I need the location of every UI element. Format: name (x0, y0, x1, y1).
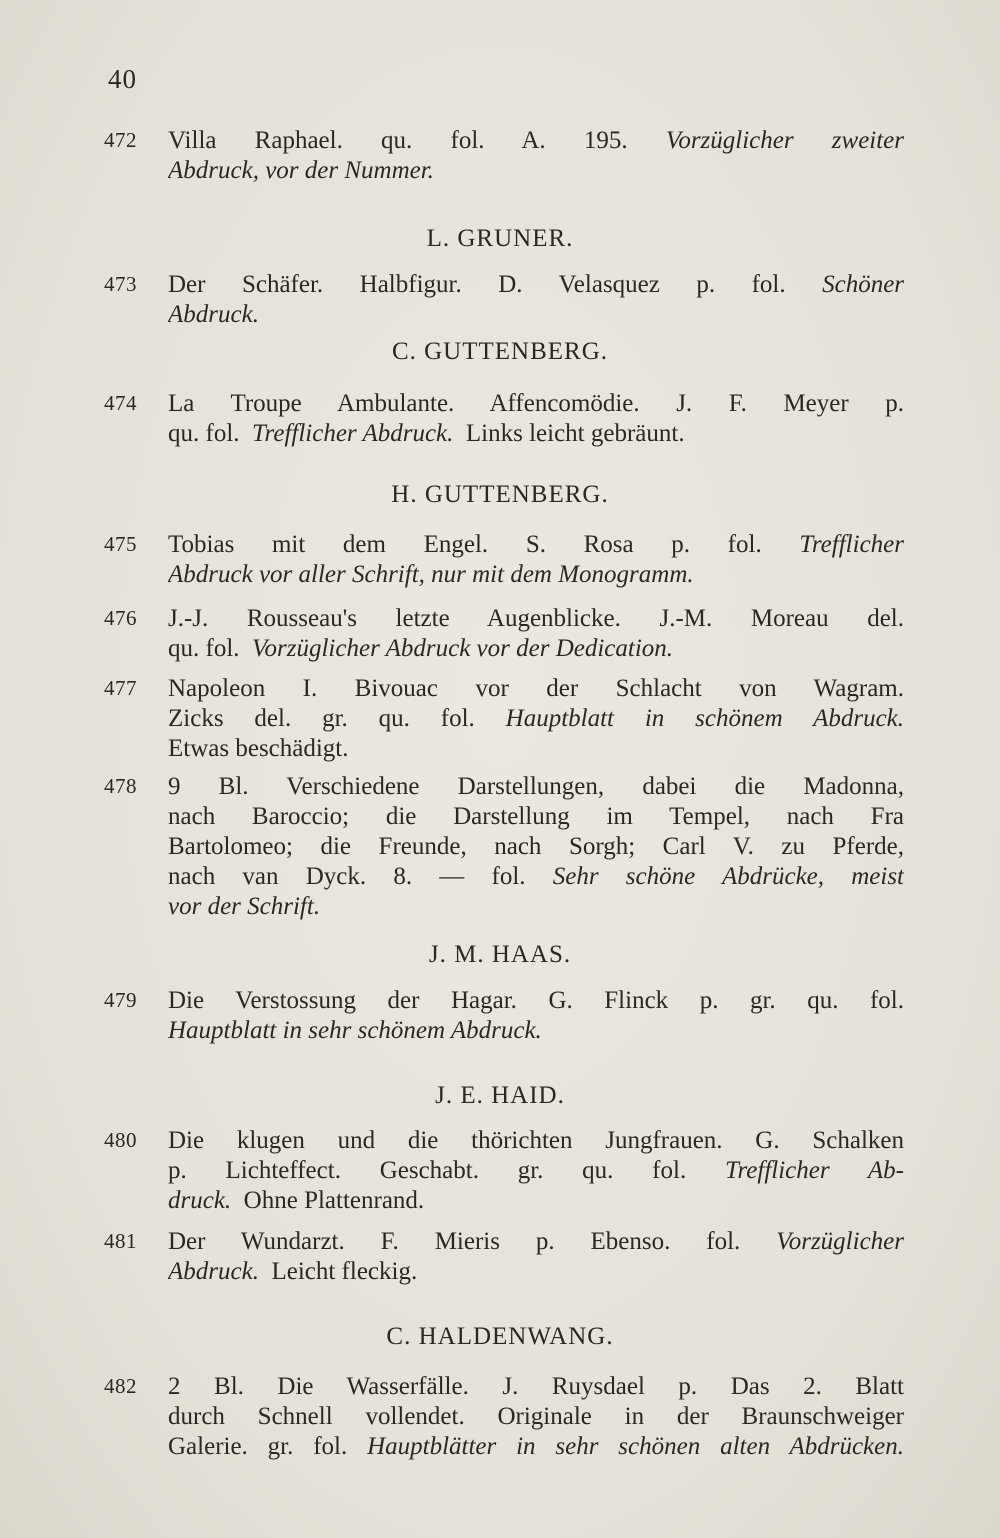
entry-number: 481 (104, 1229, 137, 1253)
entry-text: qu. fol. (168, 420, 240, 447)
entry-text: p. Lichteffect. Geschabt. gr. qu. fol. (168, 1157, 687, 1184)
entry-line (168, 1126, 904, 1155)
entry-text: Links leicht gebräunt. (465, 420, 685, 447)
entry-remark: Abdruck vor aller Schrift, nur mit dem Monogramm. (168, 561, 694, 588)
entry-text: Ohne Plattenrand. (243, 1187, 425, 1214)
section-heading-h-guttenberg: H. GUTTENBERG. (391, 481, 609, 508)
entry-remark: Trefflicher (799, 531, 904, 558)
entry-line (168, 419, 904, 448)
entry-text: Die klugen und die thörichten Jungfrauen. G. Schalken (168, 1127, 904, 1154)
entry-remark: Abdruck. (168, 1258, 259, 1285)
entry-line (168, 862, 904, 891)
entry-line (168, 1156, 904, 1185)
entry-line (168, 389, 904, 418)
entry-text: 2 Bl. Die Wasserfälle. J. Ruysdael p. Das 2. Blatt (168, 1373, 904, 1400)
section-heading-c-guttenberg: C. GUTTENBERG. (391, 338, 609, 365)
entry-line (168, 802, 904, 831)
entry-number: 476 (104, 606, 137, 630)
entry-line (168, 560, 904, 589)
entry-text: J.-J. Rousseau's letzte Augenblicke. J.-M. Moreau del. (168, 605, 904, 632)
entry-remark: Hauptblätter in sehr schönen alten Abdrücken. (367, 1433, 904, 1460)
entry-line (168, 156, 904, 185)
entry-remark: Vorzüglicher zweiter (665, 127, 904, 154)
entry-line (168, 1186, 904, 1215)
entry-text: Zicks del. gr. qu. fol. (168, 705, 475, 732)
entry-line (168, 270, 904, 299)
entry-remark: Vorzüglicher (776, 1228, 904, 1255)
entry-line (168, 300, 904, 329)
entry-text: Etwas beschädigt. (168, 735, 349, 762)
entry-line (168, 892, 904, 921)
entry-text: Bartolomeo; die Freunde, nach Sorgh; Carl V. zu Pferde, (168, 833, 904, 860)
entry-line (168, 734, 904, 763)
section-heading-gruner: L. GRUNER. (426, 225, 574, 252)
entry-line (168, 1227, 904, 1256)
page-number: 40 (108, 64, 137, 94)
entry-line (168, 530, 904, 559)
entry-line (168, 1372, 904, 1401)
entry-text: qu. fol. (168, 635, 240, 662)
entry-number: 473 (104, 272, 137, 296)
entry-text: Der Wundarzt. F. Mieris p. Ebenso. fol. (168, 1228, 741, 1255)
entry-number: 477 (104, 676, 137, 700)
entry-remark: Trefflicher Abdruck. (252, 420, 454, 447)
entry-number: 482 (104, 1374, 137, 1398)
entry-line (168, 604, 904, 633)
entry-line (168, 634, 904, 663)
entry-text: Tobias mit dem Engel. S. Rosa p. fol. (168, 531, 762, 558)
entry-text: Die Verstossung der Hagar. G. Flinck p. gr. qu. fol. (168, 987, 904, 1014)
entry-remark: Hauptblatt in sehr schönem Abdruck. (168, 1017, 542, 1044)
entry-remark: Abdruck. (168, 301, 259, 328)
entry-text: Galerie. gr. fol. (168, 1433, 348, 1460)
entry-text: Villa Raphael. qu. fol. A. 195. (168, 127, 628, 154)
entry-remark: Trefflicher Ab- (724, 1157, 904, 1184)
entry-number: 472 (104, 128, 137, 152)
entry-text: Leicht fleckig. (271, 1258, 418, 1285)
entry-remark: Abdruck, vor der Nummer. (168, 157, 434, 184)
entry-number: 475 (104, 532, 137, 556)
entry-text: Napoleon I. Bivouac vor der Schlacht von Wagram. (168, 675, 904, 702)
entry-remark: Schöner (822, 271, 904, 298)
entry-remark: vor der Schrift. (168, 893, 321, 920)
entry-number: 474 (104, 391, 137, 415)
entry-text: Der Schäfer. Halbfigur. D. Velasquez p. fol. (168, 271, 786, 298)
entry-line (168, 1432, 904, 1461)
entry-line (168, 674, 904, 703)
entry-number: 479 (104, 988, 137, 1012)
entry-remark: druck. (168, 1187, 232, 1214)
entry-line (168, 772, 904, 801)
section-heading-haldenwang: C. HALDENWANG. (386, 1323, 614, 1350)
entry-line (168, 1402, 904, 1431)
entry-text: nach van Dyck. 8. — fol. (168, 863, 526, 890)
entry-text: La Troupe Ambulante. Affencomödie. J. F. Meyer p. (168, 390, 904, 417)
entry-line (168, 1016, 904, 1045)
entry-remark: Vorzüglicher Abdruck vor der Dedication. (252, 635, 674, 662)
entry-line (168, 1257, 904, 1286)
entry-text: nach Baroccio; die Darstellung im Tempel, nach Fra (168, 803, 904, 830)
entry-line (168, 832, 904, 861)
section-heading-haas: J. M. HAAS. (428, 941, 572, 968)
entry-remark: Hauptblatt in schönem Abdruck. (505, 705, 904, 732)
entry-text: 9 Bl. Verschiedene Darstellungen, dabei die Madonna, (168, 773, 904, 800)
entry-line (168, 126, 904, 155)
entry-remark: Sehr schöne Abdrücke, meist (552, 863, 904, 890)
entry-number: 478 (104, 774, 137, 798)
entry-text: durch Schnell vollendet. Originale in der Braunschweiger (168, 1403, 904, 1430)
entry-line (168, 986, 904, 1015)
entry-line (168, 704, 904, 733)
section-heading-haid: J. E. HAID. (435, 1082, 565, 1109)
entry-number: 480 (104, 1128, 137, 1152)
